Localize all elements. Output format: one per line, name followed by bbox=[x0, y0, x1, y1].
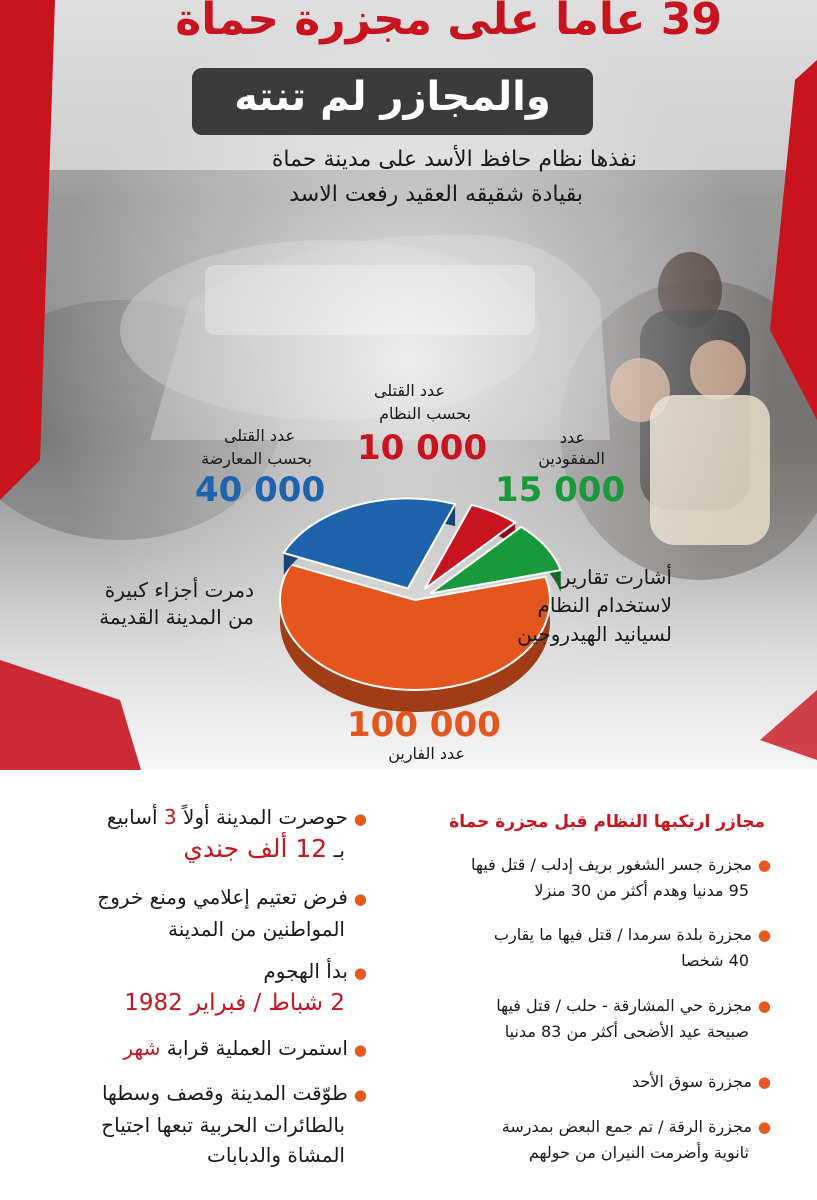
missing-value: 15 000 bbox=[495, 470, 626, 510]
fact-siege: ●حوصرت المدينة أولاً 3 أسابيع بـ 12 ألف جندي bbox=[106, 805, 367, 863]
bullet-icon: ● bbox=[757, 926, 771, 944]
refugees-value: 100 000 bbox=[347, 705, 501, 745]
bullet-icon: ● bbox=[757, 1073, 771, 1091]
fact-attack-start: ●بدأ الهجوم 2 شباط / فبراير 1982 bbox=[124, 959, 367, 1016]
subtitle: والمجازر لم تنته bbox=[234, 74, 551, 120]
destroyed-note-line-1: دمرت أجزاء كبيرة bbox=[104, 578, 254, 602]
intro-line-1: نفذها نظام حافظ الأسد على مدينة حماة bbox=[271, 147, 637, 172]
refugees-label: عدد الفارين bbox=[388, 744, 465, 763]
list-item: ●مجزرة بلدة سرمدا / قتل فيها ما يقارب 40 شخصا bbox=[493, 925, 771, 970]
bullet-icon: ● bbox=[757, 856, 771, 874]
list-item: ●مجزرة الرقة / تم جمع البعض بمدرسة ثانوية وأضرمت النيران من حولهم bbox=[501, 1117, 771, 1162]
bullet-icon: ● bbox=[353, 890, 367, 908]
intro-line-2: بقيادة شقيقه العقيد رفعت الاسد bbox=[289, 182, 583, 207]
bullet-icon: ● bbox=[757, 1118, 771, 1136]
bullet-icon: ● bbox=[353, 964, 367, 982]
missing-label-1: عدد bbox=[559, 428, 585, 447]
list-item: ●مجزرة جسر الشغور بريف إدلب / قتل فيها 95 مدنيا وهدم أكثر من 30 منزلا bbox=[471, 855, 771, 900]
killed-opposition-label-2: بحسب المعارضة bbox=[201, 449, 312, 468]
cyanide-note-line-2: لاستخدام النظام bbox=[537, 593, 672, 617]
missing-label-2: المفقودين bbox=[538, 449, 605, 468]
pie-slice-refugees bbox=[280, 565, 550, 712]
cyanide-note-line-3: لسيانيد الهيدروجين bbox=[517, 622, 672, 646]
killed-regime-label-1: عدد القتلى bbox=[373, 381, 445, 400]
list-item: ●مجزرة سوق الأحد bbox=[631, 1072, 771, 1091]
killed-opposition-label-1: عدد القتلى bbox=[223, 426, 295, 445]
fact-duration: ●استمرت العملية قرابة شهر bbox=[123, 1036, 367, 1060]
bullet-icon: ● bbox=[353, 1041, 367, 1059]
bullet-icon: ● bbox=[757, 997, 771, 1015]
killed-regime-label-2: بحسب النظام bbox=[379, 404, 471, 423]
fact-bombardment: ●طوّقت المدينة وقصف وسطها بالطائرات الحربية تبعها اجتياح المشاة والدبابات bbox=[101, 1081, 367, 1167]
prior-massacres-heading: مجازر ارتكبها النظام قبل مجزرة حماة bbox=[449, 812, 765, 832]
bullet-icon: ● bbox=[353, 1086, 367, 1104]
destroyed-note-line-2: من المدينة القديمة bbox=[99, 605, 254, 629]
killed-regime-value: 10 000 bbox=[357, 428, 488, 468]
bullet-icon: ● bbox=[353, 810, 367, 828]
main-title: 39 عاما على مجزرة حماة bbox=[175, 0, 722, 45]
cyanide-note-line-1: أشارت تقارير bbox=[560, 565, 672, 589]
list-item: ●مجزرة حي المشارقة - حلب / قتل فيها صبيحة عيد الأضحى أكثر من 83 مدنيا bbox=[496, 996, 771, 1041]
killed-opposition-value: 40 000 bbox=[195, 470, 326, 510]
fact-blackout: ●فرض تعتيم إعلامي ومنع خروج المواطنين من المدينة bbox=[97, 885, 367, 941]
